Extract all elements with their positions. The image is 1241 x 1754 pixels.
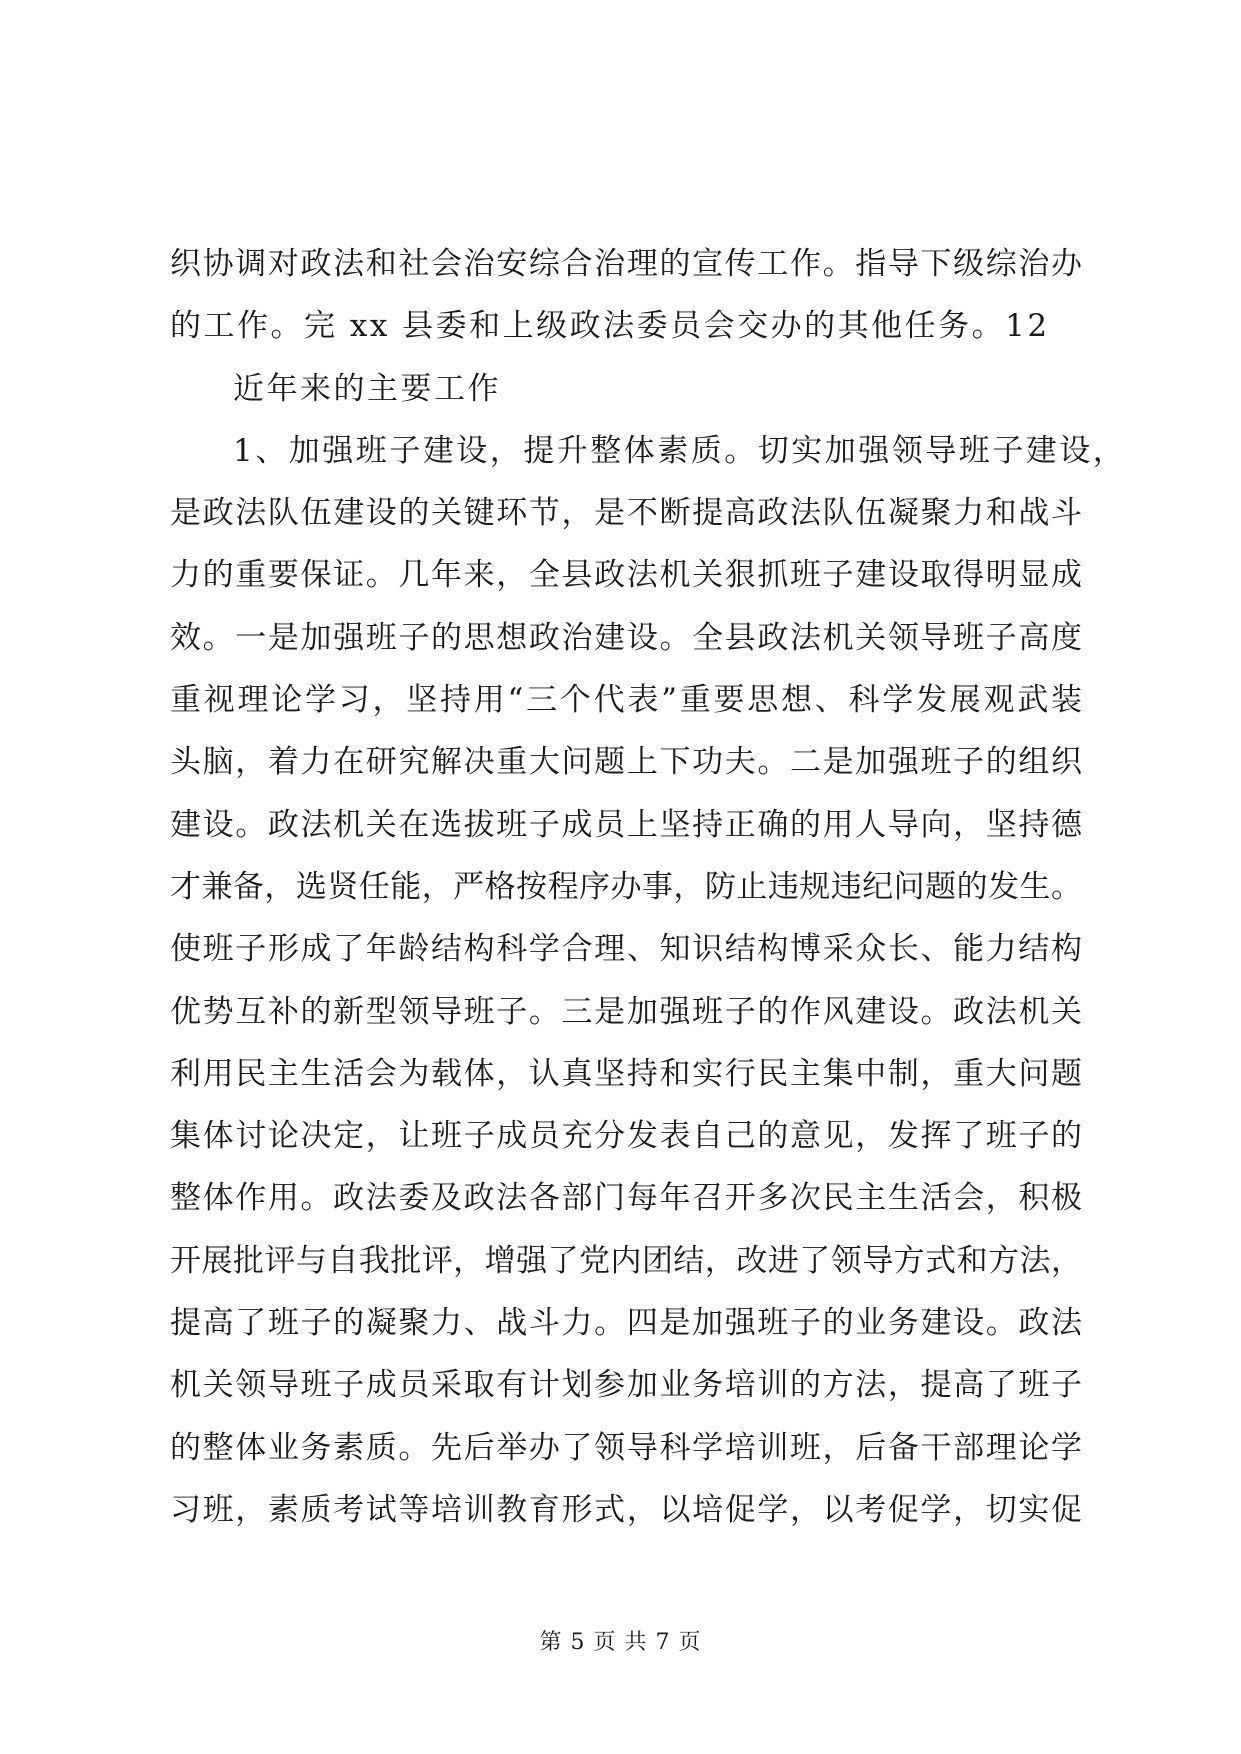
text-line-1: 织协调对政法和社会治安综合治理的宣传工作。指导下级综治办 xyxy=(170,246,1082,282)
text-line-17: 开展批评与自我批评，增强了党内团结，改进了领导方式和方法， xyxy=(170,1242,1082,1279)
page-number-footer: 第 5 页 共 7 页 xyxy=(539,1630,702,1655)
text-line-6: 力的重要保证。几年来，全县政法机关狠抓班子建设取得明显成 xyxy=(170,557,1082,594)
text-line-9: 头脑，着力在研究解决重大问题上下功夫。二是加强班子的组织 xyxy=(170,744,1082,781)
body-text xyxy=(170,233,1127,1541)
text-line-4: 1、加强班子建设，提升整体素质。切实加强领导班子建设， xyxy=(233,432,1127,469)
text-line-19: 机关领导班子成员采取有计划参加业务培训的方法，提高了班子 xyxy=(170,1367,1082,1404)
text-line-18: 提高了班子的凝聚力、战斗力。四是加强班子的业务建设。政法 xyxy=(170,1305,1082,1342)
text-line-21: 习班，素质考试等培训教育形式，以培促学，以考促学，切实促 xyxy=(170,1491,1082,1528)
text-line-8: 重视理论学习，坚持用“三个代表”重要思想、科学发展观武装 xyxy=(170,682,1082,719)
text-line-2: 的工作。完 xx 县委和上级政法委员会交办的其他任务。12 xyxy=(170,308,1050,345)
text-line-5: 是政法队伍建设的关键环节，是不断提高政法队伍凝聚力和战斗 xyxy=(170,495,1082,532)
text-line-7: 效。一是加强班子的思想政治建设。全县政法机关领导班子高度 xyxy=(170,619,1082,656)
text-line-15: 集体讨论决定，让班子成员充分发表自己的意见，发挥了班子的 xyxy=(170,1118,1082,1155)
text-line-12: 使班子形成了年龄结构科学合理、知识结构博采众长、能力结构 xyxy=(170,931,1082,968)
text-line-13: 优势互补的新型领导班子。三是加强班子的作风建设。政法机关 xyxy=(170,993,1082,1030)
text-line-11: 才兼备，选贤任能，严格按程序办事，防止违规违纪问题的发生。 xyxy=(170,868,1082,905)
text-line-20: 的整体业务素质。先后举办了领导科学培训班，后备干部理论学 xyxy=(170,1429,1082,1466)
text-line-16: 整体作用。政法委及政法各部门每年召开多次民主生活会，积极 xyxy=(170,1180,1082,1217)
section-heading: 近年来的主要工作 xyxy=(233,370,501,407)
text-line-10: 建设。政法机关在选拔班子成员上坚持正确的用人导向，坚持德 xyxy=(170,806,1082,843)
text-line-14: 利用民主生活会为载体，认真坚持和实行民主集中制，重大问题 xyxy=(170,1055,1082,1092)
